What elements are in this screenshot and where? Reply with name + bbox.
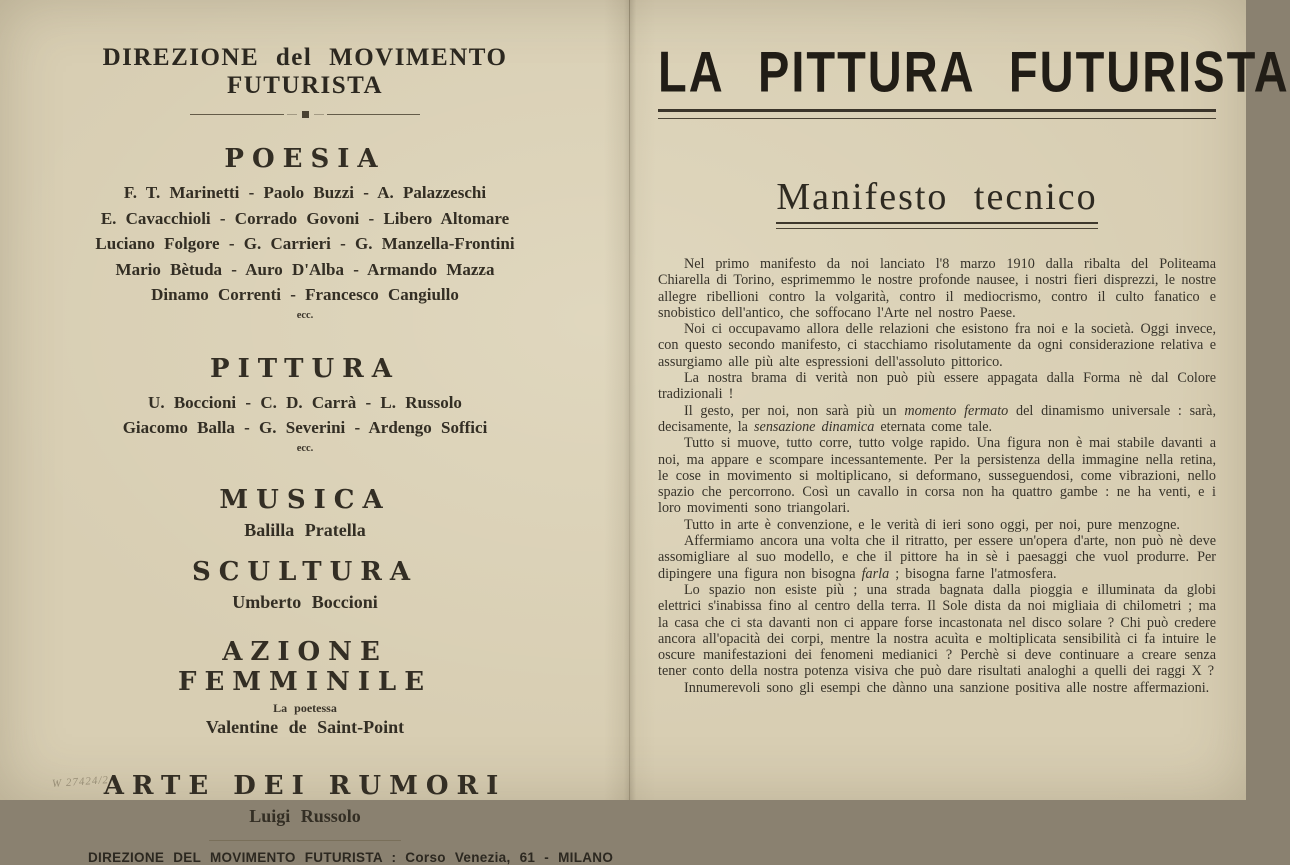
section-title-azione-femminile: AZIONE FEMMINILE <box>177 636 433 697</box>
direction-header: DIREZIONE del MOVIMENTO FUTURISTA <box>102 44 508 99</box>
section-title-arte-dei-rumori: ARTE DEI RUMORI <box>103 770 507 801</box>
footer-divider <box>209 840 401 841</box>
pittura-names <box>88 390 522 441</box>
section-title-musica: MUSICA <box>219 484 391 515</box>
poesia-line: F. T. Marinetti - Paolo Buzzi - A. Palazzeschi <box>123 183 487 202</box>
address-footer: DIREZIONE DEL MOVIMENTO FUTURISTA : Corso Venezia, 61 - MILANO <box>88 849 614 865</box>
page-left <box>0 0 628 865</box>
manifesto-body <box>658 256 1216 696</box>
poesia-line: Luciano Folgore - G. Carrieri - G. Manzella-Frontini <box>95 234 515 253</box>
paragraph: Tutto in arte è convenzione, e le verità di ieri sono oggi, per noi, pure menzogne. <box>684 516 1180 533</box>
ornament-divider-icon <box>190 110 420 119</box>
section-title-pittura: PITTURA <box>210 353 400 384</box>
paragraph: Noi ci occupavamo allora delle relazioni che esistono fra noi e la società. Oggi invece, con questo secondo manifesto, ci stacchiamo risolutamente da ogni considerazione relativa e assurgiamo alle più alte espressioni dell'assoluto pittorico. <box>658 321 1216 370</box>
pittura-line: Giacomo Balla - G. Severini - Ardengo Soffici <box>122 418 488 437</box>
pencil-annotation: W 27424/2 <box>51 774 110 790</box>
paragraph: La nostra brama di verità non può più essere appagata dalla Forma nè dal Colore tradizionali ! <box>658 370 1216 403</box>
poesia-line: E. Cavacchioli - Corrado Govoni - Libero Altomare <box>100 208 510 228</box>
subtitle-double-rule <box>776 222 1097 229</box>
ornament-dash-left <box>287 114 297 115</box>
subtitle-text: Manifesto tecnico <box>776 176 1098 218</box>
poesia-names <box>88 180 522 308</box>
azione-name: Valentine de Saint-Point <box>205 716 405 737</box>
subtitle-wrap <box>658 175 1216 229</box>
ornament-line-left <box>190 114 284 115</box>
poesia-line: Mario Bètuda - Auro D'Alba - Armando Mazza <box>115 259 495 279</box>
ornament-line-right <box>327 114 421 115</box>
paragraph: Affermiamo ancora una volta che il ritratto, per essere un'opera d'arte, non può nè deve assomigliare al suo modello, e che il pittore ha in sè i paesaggi che vuol produrre. Per dipingere una figura non bisogna farla ; bisogna farne l'atmosfera. <box>658 533 1216 582</box>
title-double-rule <box>658 109 1216 119</box>
paragraph: Lo spazio non esiste più ; una strada bagnata dalla pioggia e illuminata da globi elettrici s'inabissa fino al centro della terra. Il Sole dista da noi migliaia di chilometri ; ma la casa che ci sta davanti non ci appare forse incastonata nel disco solare ? Chi può credere ancora all'opacità dei corpi, mentre la nostra acuìta e moltiplicata sensibilità ci fa intuire le oscure manifestazioni dei fenomeni medianici ? Perchè si deve continuare a creare senza tener conto della nostra potenza visiva che può dare risultati analoghi a quelli dei raggi X ? <box>658 581 1216 680</box>
rumori-name: Luigi Russolo <box>249 805 361 826</box>
poesia-etc: ecc. <box>296 309 314 321</box>
paragraph: Innumerevoli sono gli esempi che dànno una sanzione positiva alle nostre affermazioni. <box>684 679 1210 696</box>
pittura-line: U. Boccioni - C. D. Carrà - L. Russolo <box>148 392 462 412</box>
ornament-square <box>302 111 309 118</box>
main-title-text: LA PITTURA FUTURISTA <box>658 39 1290 104</box>
left-column <box>88 44 614 865</box>
main-title <box>658 39 1290 104</box>
musica-name: Balilla Pratella <box>244 519 366 540</box>
poesia-line: Dinamo Correnti - Francesco Cangiullo <box>151 285 459 304</box>
paragraph: Tutto si muove, tutto corre, tutto volge rapido. Una figura non è mai stabile davanti a noi, ma appare e scompare incessantemente. Per la persistenza della immagine nella retina, le cose in movimento si moltiplicano, si deformano, susseguendosi, come vibrazioni, nello spazio che percorrono. Così un cavallo in corsa non ha quattro gambe : ne ha venti, e i loro movimenti sono triangolari. <box>658 435 1216 517</box>
pittura-etc: ecc. <box>296 442 314 454</box>
paragraph: Nel primo manifesto da noi lanciato l'8 marzo 1910 dalla ribalta del Politeama Chiarella di Torino, esprimemmo le nostre profonde nausee, i nostri fieri disprezzi, le nostre allegre ribellioni contro la volgarità, contro il mediocrismo, contro il culto fanatico e snobistico dell'antico, che soffocano l'Arte nel nostro Paese. <box>658 256 1216 321</box>
center-fold-crease <box>629 0 630 800</box>
paragraph: Il gesto, per noi, non sarà più un momento fermato del dinamismo universale : sarà, decisamente, la sensazione dinamica eternata come tale. <box>658 402 1217 435</box>
section-title-scultura: SCULTURA <box>191 556 419 587</box>
ornament-dash-right <box>314 114 324 115</box>
subtitle-box <box>776 175 1097 229</box>
azione-subtitle: La poetessa <box>273 700 337 715</box>
page-right <box>658 0 1290 800</box>
section-title-poesia: POESIA <box>224 144 386 174</box>
scultura-name: Umberto Boccioni <box>232 591 378 612</box>
